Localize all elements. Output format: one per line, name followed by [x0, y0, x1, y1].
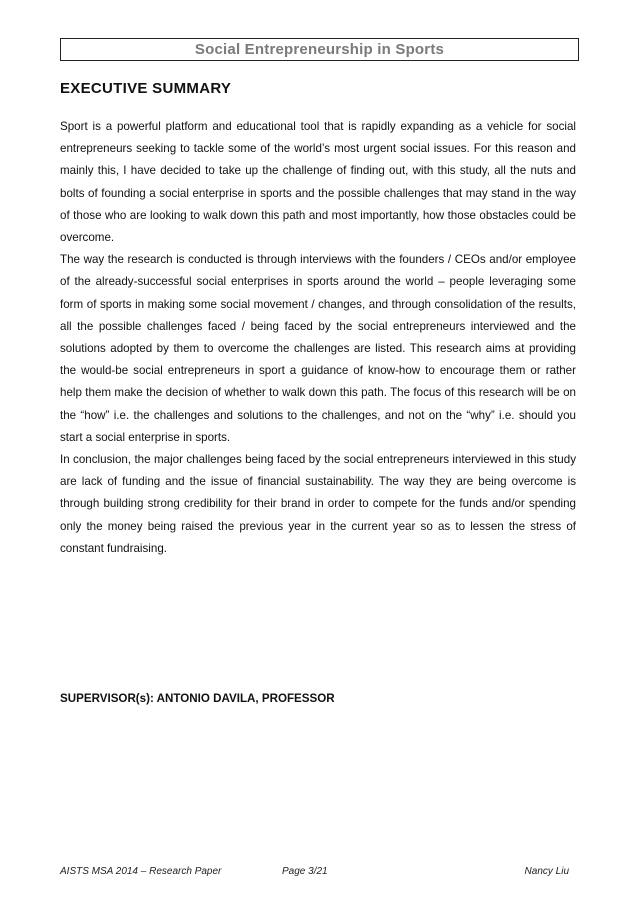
- paragraph-conclusion: In conclusion, the major challenges being faced by the social entrepreneurs interviewed in this study are lack of funding and the issue of financial sustainability. The way they are being overcome is through building strong credibility for their brand in order to compete for the funds and/or spending only the money being raised the previous year in the current year so as to lessen the stress of constant fundraising.: [60, 453, 576, 555]
- supervisor-line: SUPERVISOR(s): ANTONIO DAVILA, PROFESSOR: [60, 692, 335, 705]
- executive-summary-body: [60, 116, 576, 560]
- paragraph-methodology: The way the research is conducted is through interviews with the founders / CEOs and/or employee of the already-successful social enterprises in sports around the world – people leveraging some form of sports in making some social movement / changes, and through consolidation of the results, all the possible challenges faced / being faced by the social entrepreneurs interviewed and the solutions adopted by them to overcome the challenges are listed. This research aims at providing the would-be social entrepreneurs in sport a guidance of know-how to encourage them or rather help them make the decision of whether to walk down this path. The focus of this research will be on the “how” i.e. the challenges and solutions to the challenges, and not on the “why” i.e. should you start a social enterprise in sports.: [60, 253, 576, 444]
- footer-page-number: Page 3/21: [282, 866, 328, 877]
- section-heading: EXECUTIVE SUMMARY: [60, 80, 232, 97]
- page-header: [60, 38, 579, 61]
- footer-author: Nancy Liu: [524, 866, 569, 877]
- paragraph-introduction: Sport is a powerful platform and educational tool that is rapidly expanding as a vehicle for social entrepreneurs seeking to tackle some of the world’s most urgent social issues. For this reason and mainly this, I have decided to take up the challenge of finding out, with this study, all the nuts and bolts of founding a social enterprise in sports and the possible challenges that may stand in the way of those who are looking to walk down this path and most importantly, how those obstacles could be overcome.: [60, 120, 576, 245]
- document-title: Social Entrepreneurship in Sports: [194, 41, 445, 58]
- footer-program: AISTS MSA 2014 – Research Paper: [60, 866, 222, 877]
